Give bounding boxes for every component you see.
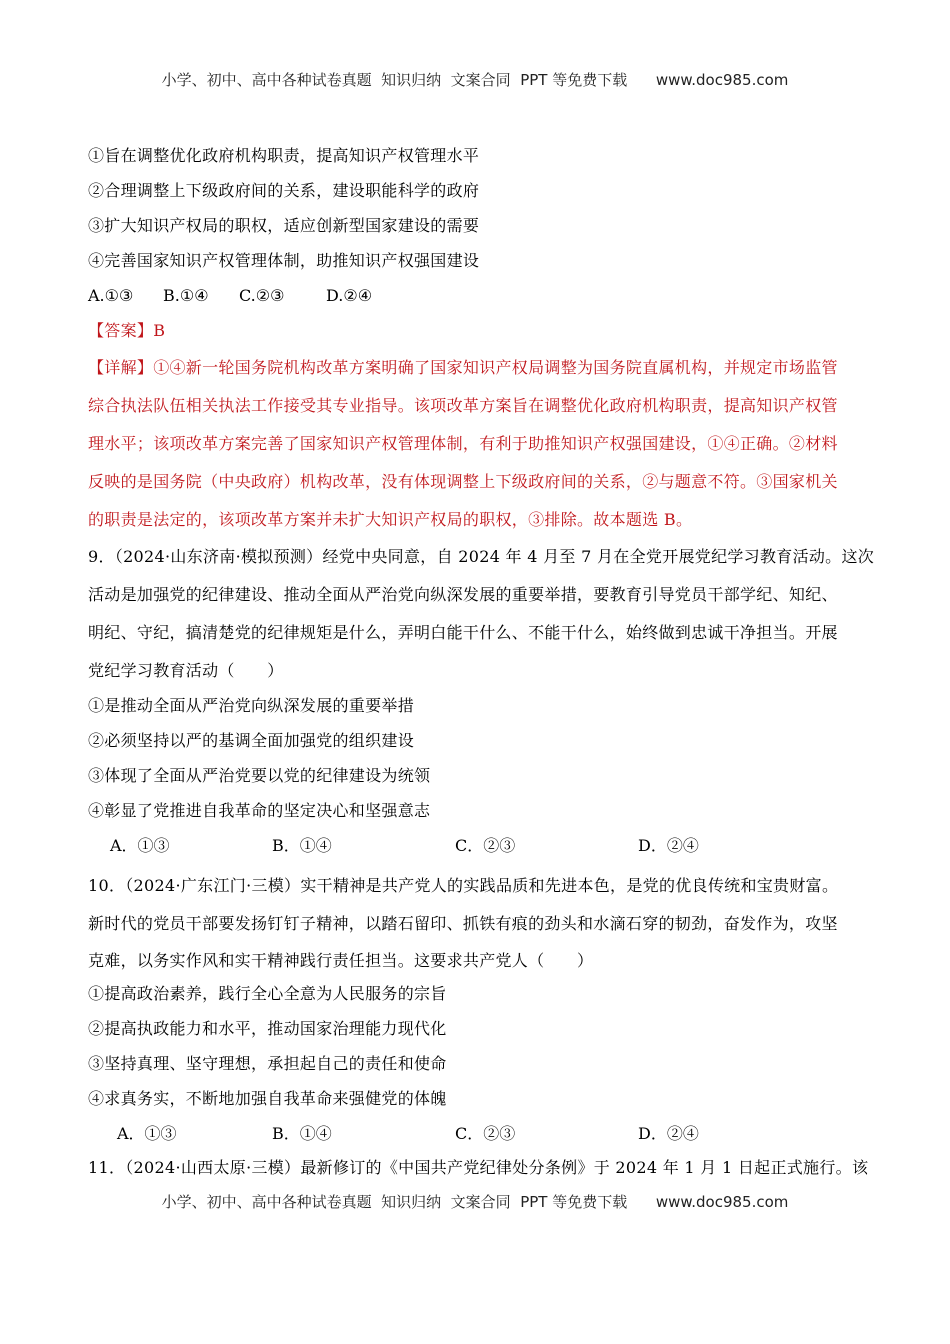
q8-explanation-line-4: 反映的是国务院（中央政府）机构改革，没有体现调整上下级政府间的关系，②与题意不符。③国家机关 <box>88 472 838 491</box>
q9-stem-line-4: 党纪学习教育活动（ ） <box>88 661 284 680</box>
q10-option-b: B．①④ <box>272 1124 332 1143</box>
page-footer: 小学、初中、高中各种试卷真题 知识归纳 文案合同 PPT 等免费下载 www.doc985.com <box>161 1193 789 1211</box>
q8-explanation-line-1: 【详解】①④新一轮国务院机构改革方案明确了国家知识产权局调整为国务院直属机构，并规定市场监管 <box>88 358 838 377</box>
q10-option-c: C．②③ <box>455 1124 516 1143</box>
q10-stem-line-2: 新时代的党员干部要发扬钉钉子精神，以踏石留印、抓铁有痕的劲头和水滴石穿的韧劲，奋发作为，攻坚 <box>88 914 838 933</box>
q8-option-d: D.②④ <box>326 286 373 305</box>
q10-statement-1: ①提高政治素养，践行全心全意为人民服务的宗旨 <box>88 984 447 1003</box>
q9-option-d: D．②④ <box>638 836 699 855</box>
q9-option-c: C．②③ <box>455 836 516 855</box>
q8-explanation-line-3: 理水平；该项改革方案完善了国家知识产权管理体制，有利于助推知识产权强国建设，①④正确。②材料 <box>88 434 838 453</box>
q8-option-a: A.①③ <box>88 286 134 305</box>
q9-stem-line-1: 9．（2024·山东济南·模拟预测）经党中央同意，自 2024 年 4 月至 7 月在全党开展党纪学习教育活动。这次 <box>88 547 875 566</box>
q10-option-a: A．①③ <box>117 1124 177 1143</box>
q8-option-b: B.①④ <box>163 286 209 305</box>
q9-statement-1: ①是推动全面从严治党向纵深发展的重要举措 <box>88 696 415 715</box>
q9-option-b: B．①④ <box>272 836 332 855</box>
q10-statement-3: ③坚持真理、坚守理想，承担起自己的责任和使命 <box>88 1054 447 1073</box>
q9-statement-2: ②必须坚持以严的基调全面加强党的组织建设 <box>88 731 415 750</box>
q8-explanation-line-2: 综合执法队伍相关执法工作接受其专业指导。该项改革方案旨在调整优化政府机构职责，提高知识产权管 <box>88 396 838 415</box>
q8-statement-1: ①旨在调整优化政府机构职责，提高知识产权管理水平 <box>88 146 480 165</box>
q10-statement-2: ②提高执政能力和水平，推动国家治理能力现代化 <box>88 1019 447 1038</box>
q9-stem-line-2: 活动是加强党的纪律建设、推动全面从严治党向纵深发展的重要举措，要教育引导党员干部学纪、知纪、 <box>88 585 838 604</box>
q9-stem-line-3: 明纪、守纪，搞清楚党的纪律规矩是什么，弄明白能干什么、不能干什么，始终做到忠诚干净担当。开展 <box>88 623 838 642</box>
q8-statement-3: ③扩大知识产权局的职权，适应创新型国家建设的需要 <box>88 216 480 235</box>
q8-statement-2: ②合理调整上下级政府间的关系，建设职能科学的政府 <box>88 181 480 200</box>
q8-option-c: C.②③ <box>239 286 285 305</box>
q10-stem-line-3: 克难，以务实作风和实干精神践行责任担当。这要求共产党人（ ） <box>88 951 594 970</box>
q8-explanation-line-5: 的职责是法定的，该项改革方案并未扩大知识产权局的职权，③排除。故本题选 B。 <box>88 510 693 529</box>
q10-stem-line-1: 10．（2024·广东江门·三模）实干精神是共产党人的实践品质和先进本色，是党的优良传统和宝贵财富。 <box>88 876 839 895</box>
q10-option-d: D．②④ <box>638 1124 699 1143</box>
q9-option-a: A．①③ <box>110 836 170 855</box>
q10-statement-4: ④求真务实，不断地加强自我革命来强健党的体魄 <box>88 1089 447 1108</box>
q11-stem-line-1: 11．（2024·山西太原·三模）最新修订的《中国共产党纪律处分条例》于 2024 年 1 月 1 日起正式施行。该 <box>88 1158 869 1177</box>
q8-statement-4: ④完善国家知识产权管理体制，助推知识产权强国建设 <box>88 251 480 270</box>
q9-statement-3: ③体现了全面从严治党要以党的纪律建设为统领 <box>88 766 431 785</box>
page-header: 小学、初中、高中各种试卷真题 知识归纳 文案合同 PPT 等免费下载 www.doc985.com <box>161 71 789 89</box>
q9-statement-4: ④彰显了党推进自我革命的坚定决心和坚强意志 <box>88 801 431 820</box>
q8-answer: 【答案】B <box>88 321 166 340</box>
